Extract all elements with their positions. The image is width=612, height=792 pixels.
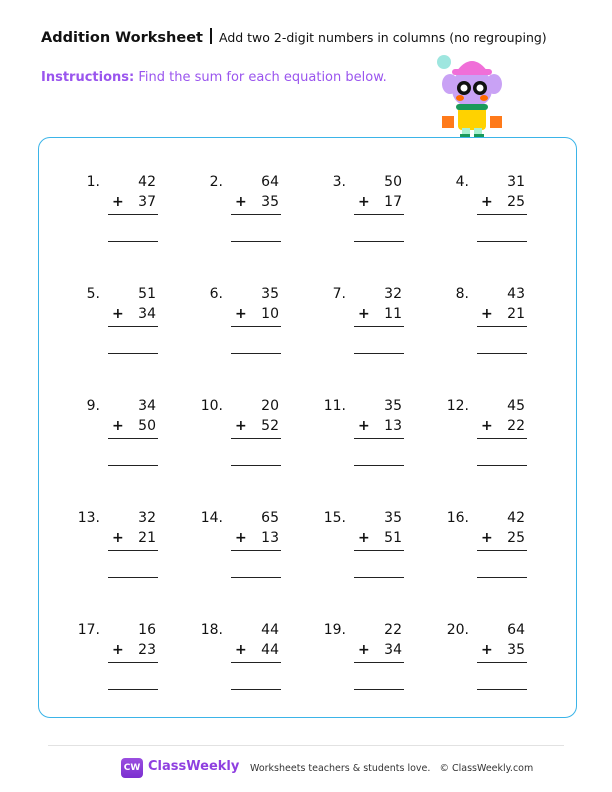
classweekly-logo-icon: CW	[121, 758, 143, 778]
second-addend: 50	[138, 418, 156, 434]
answer-line[interactable]	[231, 241, 281, 242]
first-addend: 65	[261, 510, 279, 526]
second-addend: 25	[507, 530, 525, 546]
problem-1	[60, 174, 170, 254]
problem-19	[306, 622, 416, 702]
answer-line[interactable]	[477, 577, 527, 578]
first-addend: 43	[507, 286, 525, 302]
sum-line	[354, 550, 404, 551]
second-addend: 37	[138, 194, 156, 210]
instructions-text: Find the sum for each equation below.	[138, 70, 387, 85]
sum-line	[354, 214, 404, 215]
plus-sign: +	[235, 306, 247, 322]
sum-line	[354, 438, 404, 439]
first-addend: 42	[507, 510, 525, 526]
second-addend: 52	[261, 418, 279, 434]
first-addend: 44	[261, 622, 279, 638]
first-addend: 20	[261, 398, 279, 414]
answer-line[interactable]	[231, 689, 281, 690]
plus-sign: +	[112, 642, 124, 658]
second-addend: 34	[384, 642, 402, 658]
problem-6	[183, 286, 293, 366]
answer-line[interactable]	[108, 577, 158, 578]
plus-sign: +	[112, 306, 124, 322]
first-addend: 50	[384, 174, 402, 190]
answer-line[interactable]	[231, 353, 281, 354]
divider	[210, 28, 212, 44]
problem-3	[306, 174, 416, 254]
sum-line	[477, 662, 527, 663]
plus-sign: +	[358, 418, 370, 434]
problem-number: 11.	[323, 398, 346, 414]
plus-sign: +	[481, 306, 493, 322]
sum-line	[231, 550, 281, 551]
answer-line[interactable]	[354, 577, 404, 578]
answer-line[interactable]	[354, 353, 404, 354]
footer-tagline	[250, 763, 533, 774]
problem-number: 10.	[200, 398, 223, 414]
worksheet-title: Addition Worksheet	[41, 30, 203, 46]
problem-2	[183, 174, 293, 254]
problem-17	[60, 622, 170, 702]
plus-sign: +	[481, 418, 493, 434]
plus-sign: +	[358, 306, 370, 322]
plus-sign: +	[358, 194, 370, 210]
problem-number: 12.	[446, 398, 469, 414]
answer-line[interactable]	[231, 577, 281, 578]
first-addend: 34	[138, 398, 156, 414]
first-addend: 51	[138, 286, 156, 302]
problem-number: 1.	[86, 174, 100, 190]
plus-sign: +	[112, 530, 124, 546]
answer-line[interactable]	[354, 465, 404, 466]
problem-number: 4.	[455, 174, 469, 190]
second-addend: 17	[384, 194, 402, 210]
problem-14	[183, 510, 293, 590]
problem-number: 17.	[77, 622, 100, 638]
sum-line	[231, 662, 281, 663]
problem-4	[429, 174, 539, 254]
sum-line	[108, 662, 158, 663]
problem-number: 13.	[77, 510, 100, 526]
problem-number: 5.	[86, 286, 100, 302]
second-addend: 35	[261, 194, 279, 210]
problem-10	[183, 398, 293, 478]
sum-line	[108, 326, 158, 327]
plus-sign: +	[481, 530, 493, 546]
brand-name: ClassWeekly	[148, 759, 240, 774]
problem-13	[60, 510, 170, 590]
answer-line[interactable]	[354, 241, 404, 242]
answer-line[interactable]	[354, 689, 404, 690]
answer-line[interactable]	[231, 465, 281, 466]
second-addend: 10	[261, 306, 279, 322]
answer-line[interactable]	[108, 241, 158, 242]
sum-line	[477, 438, 527, 439]
character-illustration	[436, 52, 508, 138]
footer-divider	[48, 745, 564, 746]
second-addend: 13	[261, 530, 279, 546]
problem-number: 20.	[446, 622, 469, 638]
second-addend: 34	[138, 306, 156, 322]
instructions	[41, 70, 387, 85]
plus-sign: +	[235, 530, 247, 546]
sum-line	[108, 438, 158, 439]
plus-sign: +	[481, 642, 493, 658]
second-addend: 21	[138, 530, 156, 546]
answer-line[interactable]	[108, 353, 158, 354]
problem-number: 16.	[446, 510, 469, 526]
plus-sign: +	[358, 642, 370, 658]
first-addend: 64	[507, 622, 525, 638]
sum-line	[108, 214, 158, 215]
problem-number: 2.	[209, 174, 223, 190]
first-addend: 42	[138, 174, 156, 190]
answer-line[interactable]	[477, 689, 527, 690]
problem-number: 9.	[86, 398, 100, 414]
first-addend: 35	[261, 286, 279, 302]
problem-15	[306, 510, 416, 590]
problem-16	[429, 510, 539, 590]
answer-line[interactable]	[108, 689, 158, 690]
second-addend: 51	[384, 530, 402, 546]
first-addend: 16	[138, 622, 156, 638]
sum-line	[477, 326, 527, 327]
second-addend: 25	[507, 194, 525, 210]
second-addend: 35	[507, 642, 525, 658]
worksheet-subtitle: Add two 2-digit numbers in columns (no regrouping)	[218, 30, 547, 45]
instructions-label: Instructions:	[41, 70, 135, 85]
sum-line	[477, 550, 527, 551]
first-addend: 64	[261, 174, 279, 190]
problem-number: 8.	[455, 286, 469, 302]
sum-line	[108, 550, 158, 551]
first-addend: 35	[384, 510, 402, 526]
problem-20	[429, 622, 539, 702]
second-addend: 44	[261, 642, 279, 658]
second-addend: 21	[507, 306, 525, 322]
problem-number: 15.	[323, 510, 346, 526]
sum-line	[231, 438, 281, 439]
sum-line	[231, 214, 281, 215]
first-addend: 45	[507, 398, 525, 414]
first-addend: 35	[384, 398, 402, 414]
problem-9	[60, 398, 170, 478]
plus-sign: +	[235, 418, 247, 434]
plus-sign: +	[112, 194, 124, 210]
problem-number: 14.	[200, 510, 223, 526]
problem-7	[306, 286, 416, 366]
problem-number: 18.	[200, 622, 223, 638]
sum-line	[477, 214, 527, 215]
answer-line[interactable]	[108, 465, 158, 466]
answer-line[interactable]	[477, 465, 527, 466]
sum-line	[231, 326, 281, 327]
problem-number: 3.	[332, 174, 346, 190]
problem-number: 19.	[323, 622, 346, 638]
sum-line	[354, 662, 404, 663]
answer-line[interactable]	[477, 353, 527, 354]
second-addend: 22	[507, 418, 525, 434]
problem-18	[183, 622, 293, 702]
problem-5	[60, 286, 170, 366]
plus-sign: +	[481, 194, 493, 210]
second-addend: 11	[384, 306, 402, 322]
first-addend: 32	[138, 510, 156, 526]
plus-sign: +	[235, 642, 247, 658]
problem-11	[306, 398, 416, 478]
copyright-text: © ClassWeekly.com	[439, 763, 534, 774]
first-addend: 32	[384, 286, 402, 302]
plus-sign: +	[358, 530, 370, 546]
second-addend: 23	[138, 642, 156, 658]
problem-number: 6.	[209, 286, 223, 302]
first-addend: 31	[507, 174, 525, 190]
second-addend: 13	[384, 418, 402, 434]
sum-line	[354, 326, 404, 327]
first-addend: 22	[384, 622, 402, 638]
problem-12	[429, 398, 539, 478]
worksheet-header	[41, 28, 547, 46]
problem-8	[429, 286, 539, 366]
plus-sign: +	[235, 194, 247, 210]
problem-number: 7.	[332, 286, 346, 302]
plus-sign: +	[112, 418, 124, 434]
tagline-text: Worksheets teachers & students love.	[250, 763, 431, 774]
answer-line[interactable]	[477, 241, 527, 242]
